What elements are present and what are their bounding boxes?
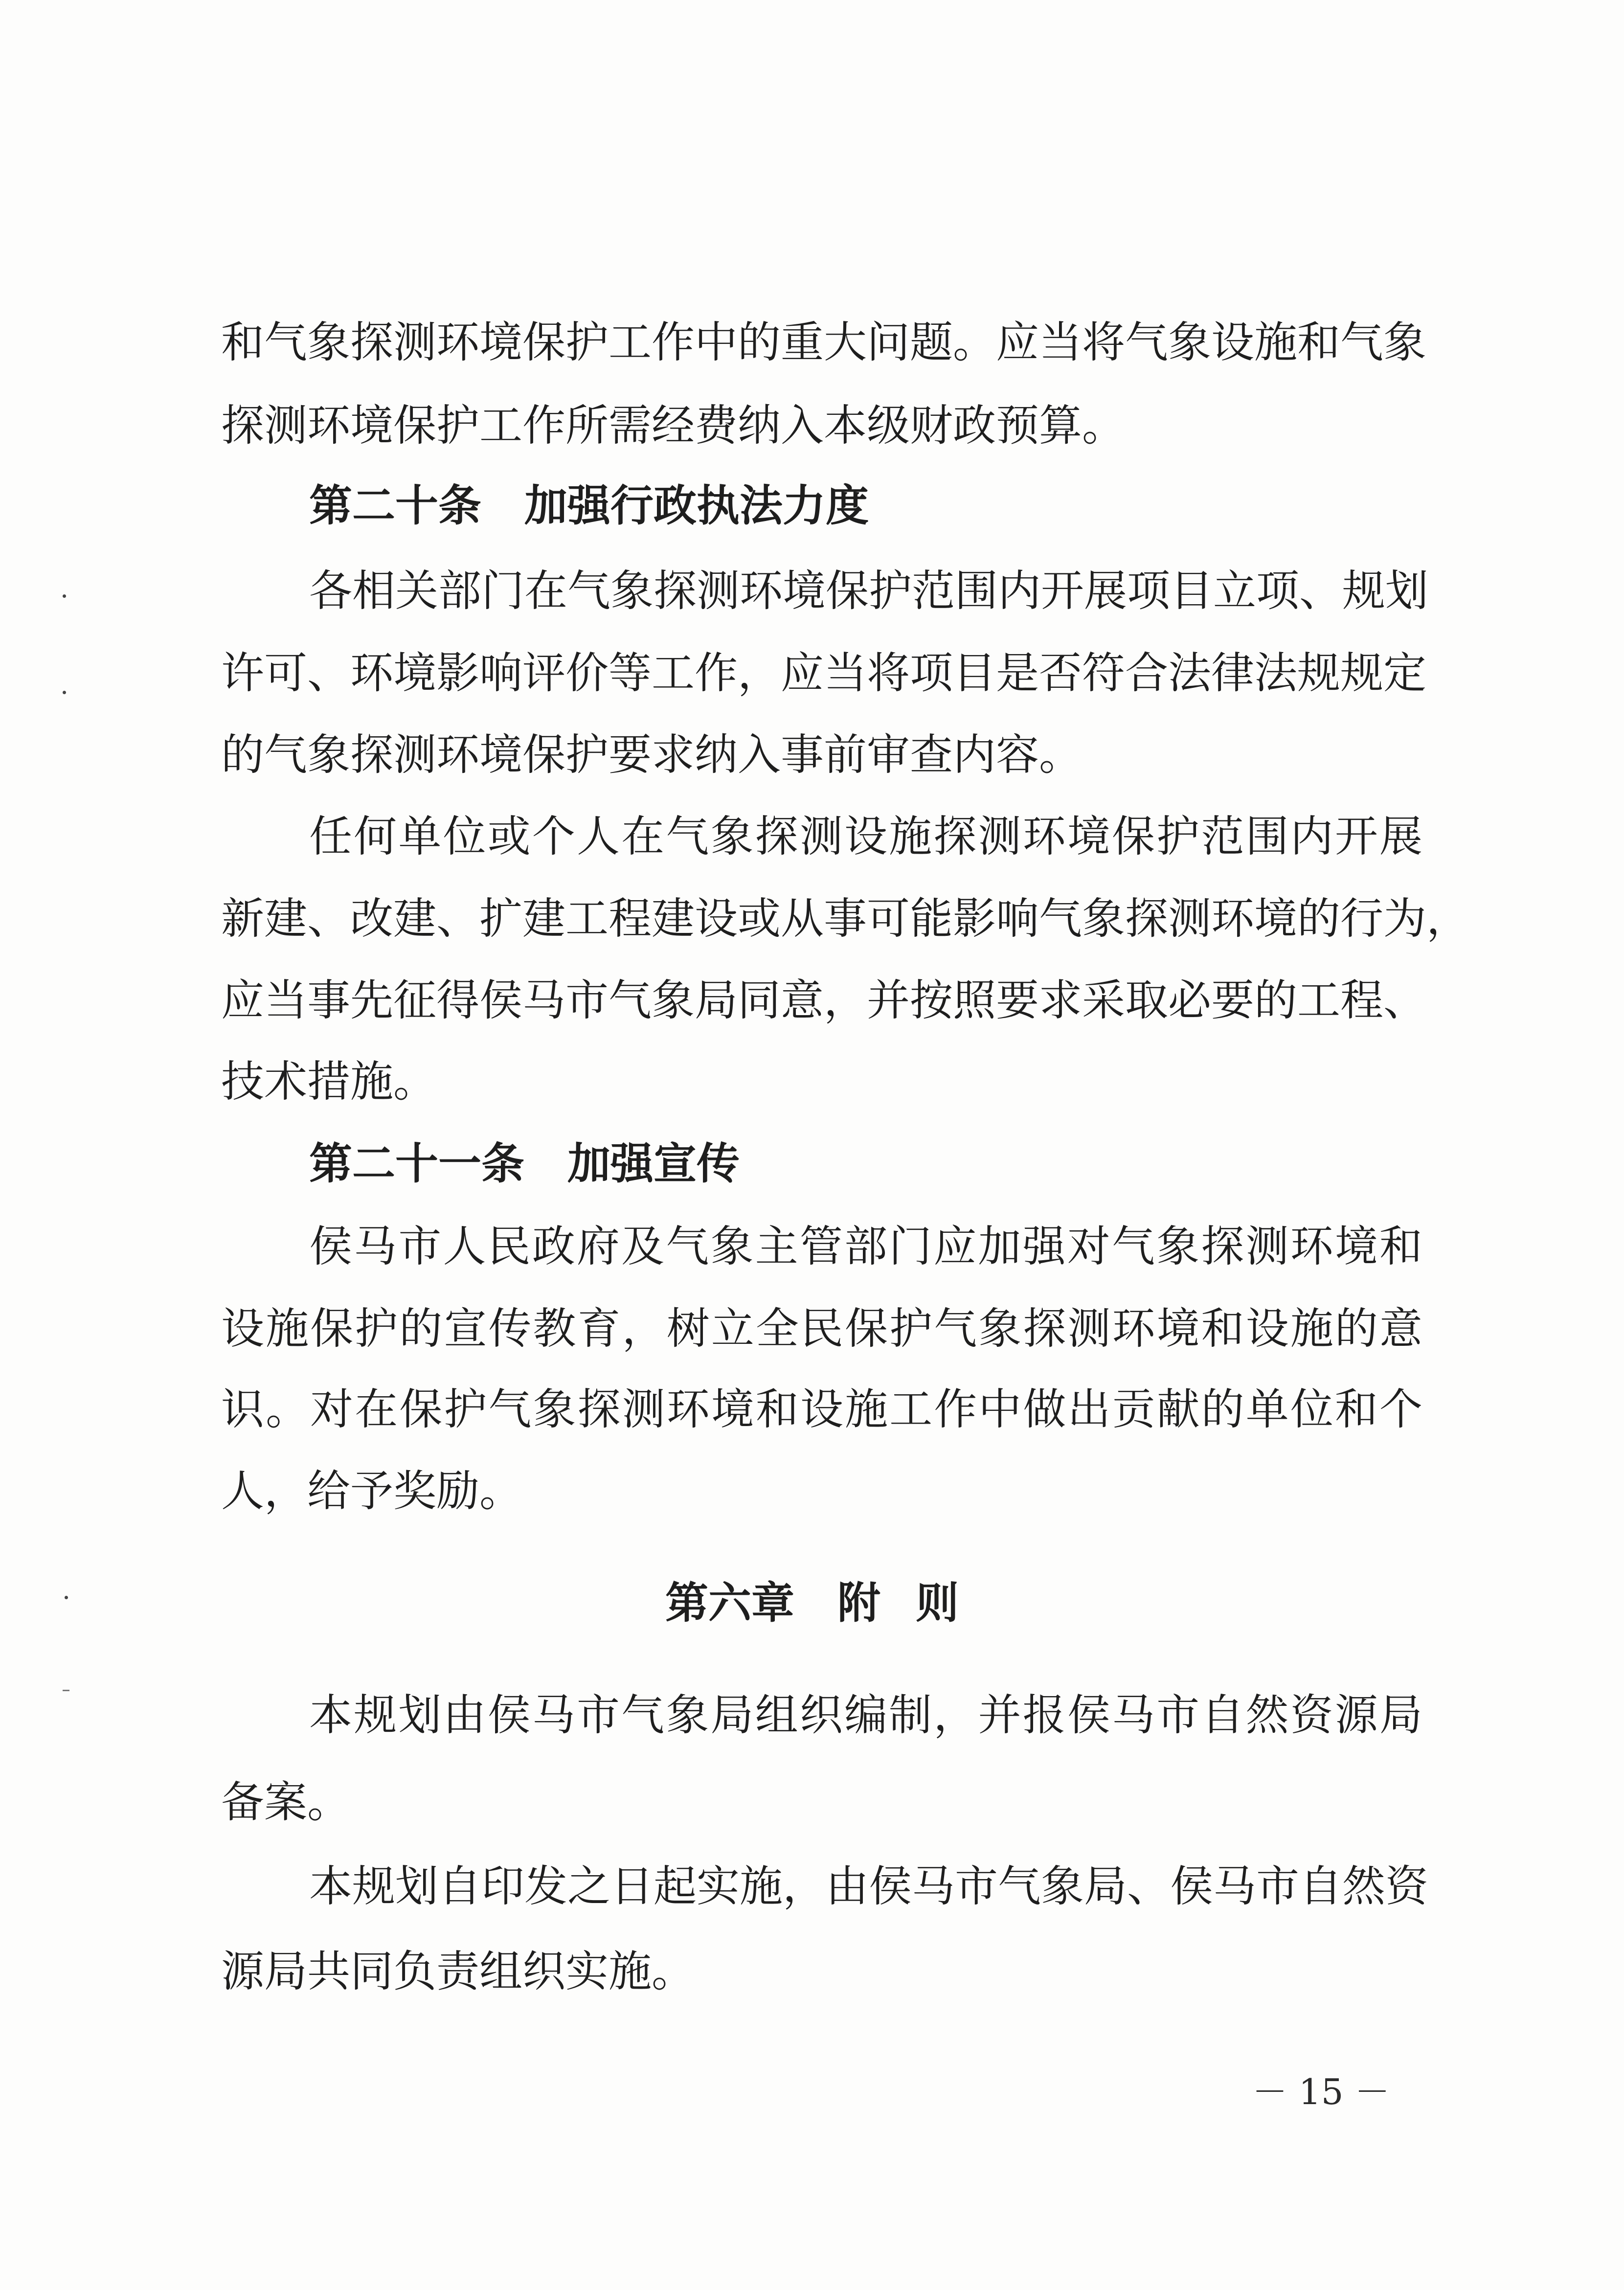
body-text-line: 侯马市人民政府及气象主管部门应加强对气象探测环境和 bbox=[309, 1221, 1422, 1271]
body-text-line: 人，给予奖励。 bbox=[221, 1466, 523, 1516]
article-heading bbox=[309, 1140, 740, 1187]
body-text-line: 设施保护的宣传教育，树立全民保护气象探测环境和设施的意 bbox=[221, 1303, 1422, 1354]
margin-dot bbox=[63, 594, 66, 598]
article-number: 第二十条 bbox=[309, 480, 482, 531]
body-text-line: 任何单位或个人在气象探测设施探测环境保护范围内开展 bbox=[309, 811, 1422, 862]
article-title: 加强行政执法力度 bbox=[524, 480, 869, 531]
body-text-line: 许可、环境影响评价等工作，应当将项目是否符合法律法规规定 bbox=[221, 648, 1427, 698]
chapter-title-part: 则 bbox=[916, 1577, 959, 1628]
body-text-line: 源局共同负责组织实施。 bbox=[221, 1946, 695, 1996]
body-text-line: 探测环境保护工作所需经费纳入本级财政预算。 bbox=[221, 400, 1126, 451]
body-text-line: 技术措施。 bbox=[221, 1056, 437, 1107]
body-text-line: 和气象探测环境保护工作中的重大问题。应当将气象设施和气象 bbox=[221, 317, 1427, 367]
body-text-line: 本规划由侯马市气象局组织编制，并报侯马市自然资源局 bbox=[309, 1690, 1422, 1740]
body-text-line: 应当事先征得侯马市气象局同意，并按照要求采取必要的工程、 bbox=[221, 975, 1427, 1025]
chapter-number: 第六章 bbox=[665, 1577, 794, 1628]
body-text-line: 新建、改建、扩建工程建设或从事可能影响气象探测环境的行为， bbox=[221, 893, 1470, 944]
chapter-heading bbox=[0, 1579, 1624, 1626]
body-text-line: 本规划自印发之日起实施，由侯马市气象局、侯马市自然资 bbox=[309, 1861, 1429, 1911]
article-number: 第二十一条 bbox=[309, 1138, 525, 1189]
body-text-line: 的气象探测环境保护要求纳入事前审查内容。 bbox=[221, 729, 1083, 780]
margin-dot bbox=[63, 691, 66, 694]
body-text-line: 识。对在保护气象探测环境和设施工作中做出贡献的单位和个 bbox=[221, 1384, 1422, 1434]
article-heading bbox=[309, 482, 869, 529]
chapter-title-part: 附 bbox=[837, 1577, 880, 1628]
body-text-line: 各相关部门在气象探测环境保护范围内开展项目立项、规划 bbox=[309, 566, 1429, 616]
body-text-line: 备案。 bbox=[221, 1777, 351, 1827]
page-number: － 15 － bbox=[1252, 2071, 1390, 2112]
margin-dash bbox=[63, 1690, 69, 1691]
article-title: 加强宣传 bbox=[567, 1138, 740, 1189]
